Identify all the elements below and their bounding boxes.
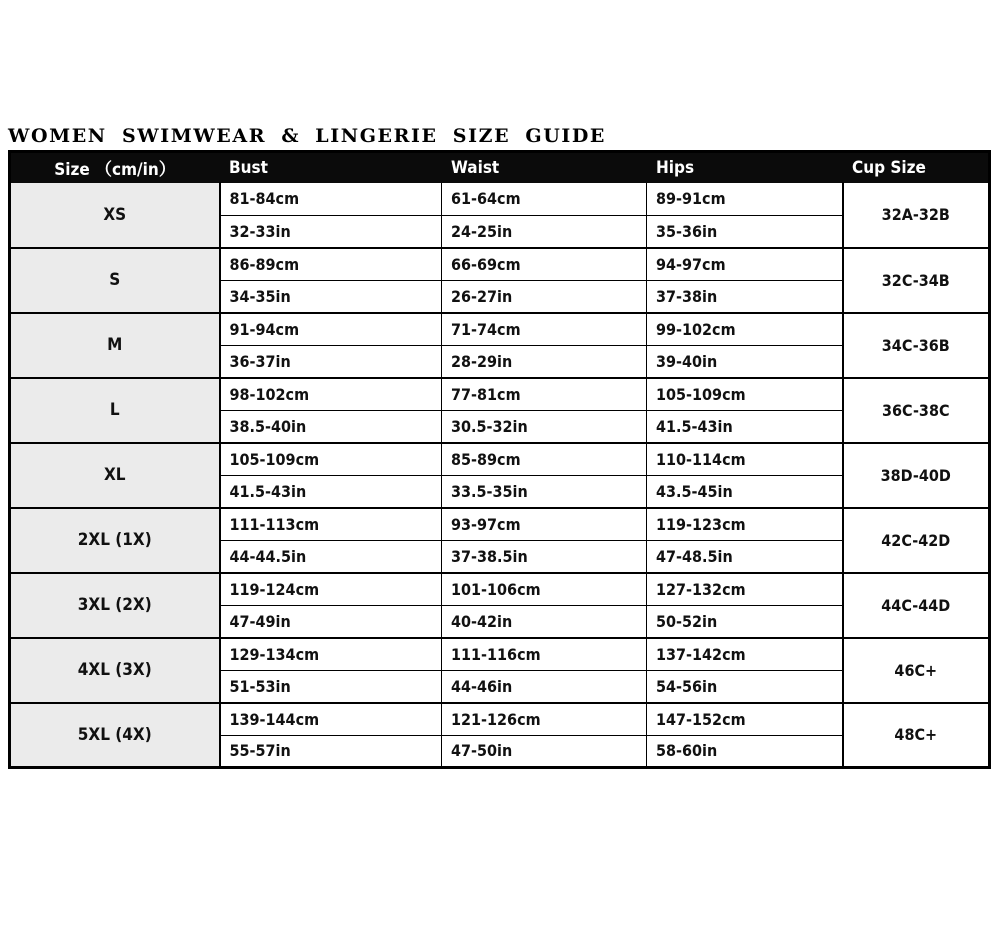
waist-in-value: 24-25in	[442, 215, 647, 248]
hips-cm-value: 137-142cm	[647, 638, 843, 671]
cup-size-value: 44C-44D	[843, 573, 990, 638]
size-label: 2XL (1X)	[10, 508, 220, 573]
cup-size-value: 32A-32B	[843, 183, 990, 248]
hips-in-value: 50-52in	[647, 605, 843, 638]
table-row-cm	[10, 313, 990, 346]
bust-cm-value: 105-109cm	[220, 443, 442, 476]
table-row-cm	[10, 508, 990, 541]
hips-cm-value: 99-102cm	[647, 313, 843, 346]
size-label: 3XL (2X)	[10, 573, 220, 638]
bust-cm-value: 139-144cm	[220, 703, 442, 736]
bust-cm-value: 119-124cm	[220, 573, 442, 606]
bust-in-value: 51-53in	[220, 670, 442, 703]
hips-cm-value: 127-132cm	[647, 573, 843, 606]
table-row-cm	[10, 248, 990, 281]
cup-size-value: 38D-40D	[843, 443, 990, 508]
waist-cm-value: 85-89cm	[442, 443, 647, 476]
waist-cm-value: 93-97cm	[442, 508, 647, 541]
hips-cm-value: 105-109cm	[647, 378, 843, 411]
hips-in-value: 47-48.5in	[647, 540, 843, 573]
table-row-cm	[10, 443, 990, 476]
bust-in-value: 34-35in	[220, 280, 442, 313]
table-row-cm	[10, 638, 990, 671]
waist-cm-value: 61-64cm	[442, 183, 647, 216]
hips-in-value: 54-56in	[647, 670, 843, 703]
table-row-cm	[10, 703, 990, 736]
bust-in-value: 41.5-43in	[220, 475, 442, 508]
size-label: L	[10, 378, 220, 443]
size-guide-table	[8, 150, 991, 769]
bust-in-value: 36-37in	[220, 345, 442, 378]
table-row-cm	[10, 183, 990, 216]
table-row-cm	[10, 378, 990, 411]
size-label: 5XL (4X)	[10, 703, 220, 768]
header-row	[10, 152, 990, 183]
bust-cm-value: 86-89cm	[220, 248, 442, 281]
waist-cm-value: 71-74cm	[442, 313, 647, 346]
hips-cm-value: 119-123cm	[647, 508, 843, 541]
hips-cm-value: 147-152cm	[647, 703, 843, 736]
table-body	[10, 183, 990, 768]
bust-in-value: 38.5-40in	[220, 410, 442, 443]
size-label: S	[10, 248, 220, 313]
waist-in-value: 37-38.5in	[442, 540, 647, 573]
cup-size-value: 46C+	[843, 638, 990, 703]
waist-in-value: 28-29in	[442, 345, 647, 378]
hips-in-value: 37-38in	[647, 280, 843, 313]
waist-cm-value: 121-126cm	[442, 703, 647, 736]
hips-in-value: 39-40in	[647, 345, 843, 378]
cup-size-value: 34C-36B	[843, 313, 990, 378]
hips-in-value: 43.5-45in	[647, 475, 843, 508]
bust-in-value: 47-49in	[220, 605, 442, 638]
waist-in-value: 44-46in	[442, 670, 647, 703]
waist-cm-value: 66-69cm	[442, 248, 647, 281]
bust-cm-value: 91-94cm	[220, 313, 442, 346]
hips-in-value: 58-60in	[647, 735, 843, 768]
size-label: M	[10, 313, 220, 378]
page-title: WOMEN SWIMWEAR & LINGERIE SIZE GUIDE	[8, 125, 607, 147]
waist-in-value: 30.5-32in	[442, 410, 647, 443]
hips-in-value: 35-36in	[647, 215, 843, 248]
bust-cm-value: 129-134cm	[220, 638, 442, 671]
hips-cm-value: 110-114cm	[647, 443, 843, 476]
cup-size-value: 42C-42D	[843, 508, 990, 573]
bust-cm-value: 81-84cm	[220, 183, 442, 216]
cup-size-value: 36C-38C	[843, 378, 990, 443]
bust-in-value: 32-33in	[220, 215, 442, 248]
hips-in-value: 41.5-43in	[647, 410, 843, 443]
bust-in-value: 44-44.5in	[220, 540, 442, 573]
waist-cm-value: 101-106cm	[442, 573, 647, 606]
waist-cm-value: 77-81cm	[442, 378, 647, 411]
size-label: XS	[10, 183, 220, 248]
header-size: Size （cm/in）	[10, 152, 220, 183]
cup-size-value: 48C+	[843, 703, 990, 768]
waist-cm-value: 111-116cm	[442, 638, 647, 671]
header-cup-size: Cup Size	[843, 152, 990, 183]
bust-cm-value: 98-102cm	[220, 378, 442, 411]
waist-in-value: 26-27in	[442, 280, 647, 313]
table-row-cm	[10, 573, 990, 606]
waist-in-value: 40-42in	[442, 605, 647, 638]
waist-in-value: 33.5-35in	[442, 475, 647, 508]
header-waist: Waist	[442, 152, 647, 183]
header-bust: Bust	[220, 152, 442, 183]
bust-cm-value: 111-113cm	[220, 508, 442, 541]
header-hips: Hips	[647, 152, 843, 183]
hips-cm-value: 94-97cm	[647, 248, 843, 281]
cup-size-value: 32C-34B	[843, 248, 990, 313]
size-label: 4XL (3X)	[10, 638, 220, 703]
waist-in-value: 47-50in	[442, 735, 647, 768]
size-label: XL	[10, 443, 220, 508]
hips-cm-value: 89-91cm	[647, 183, 843, 216]
bust-in-value: 55-57in	[220, 735, 442, 768]
